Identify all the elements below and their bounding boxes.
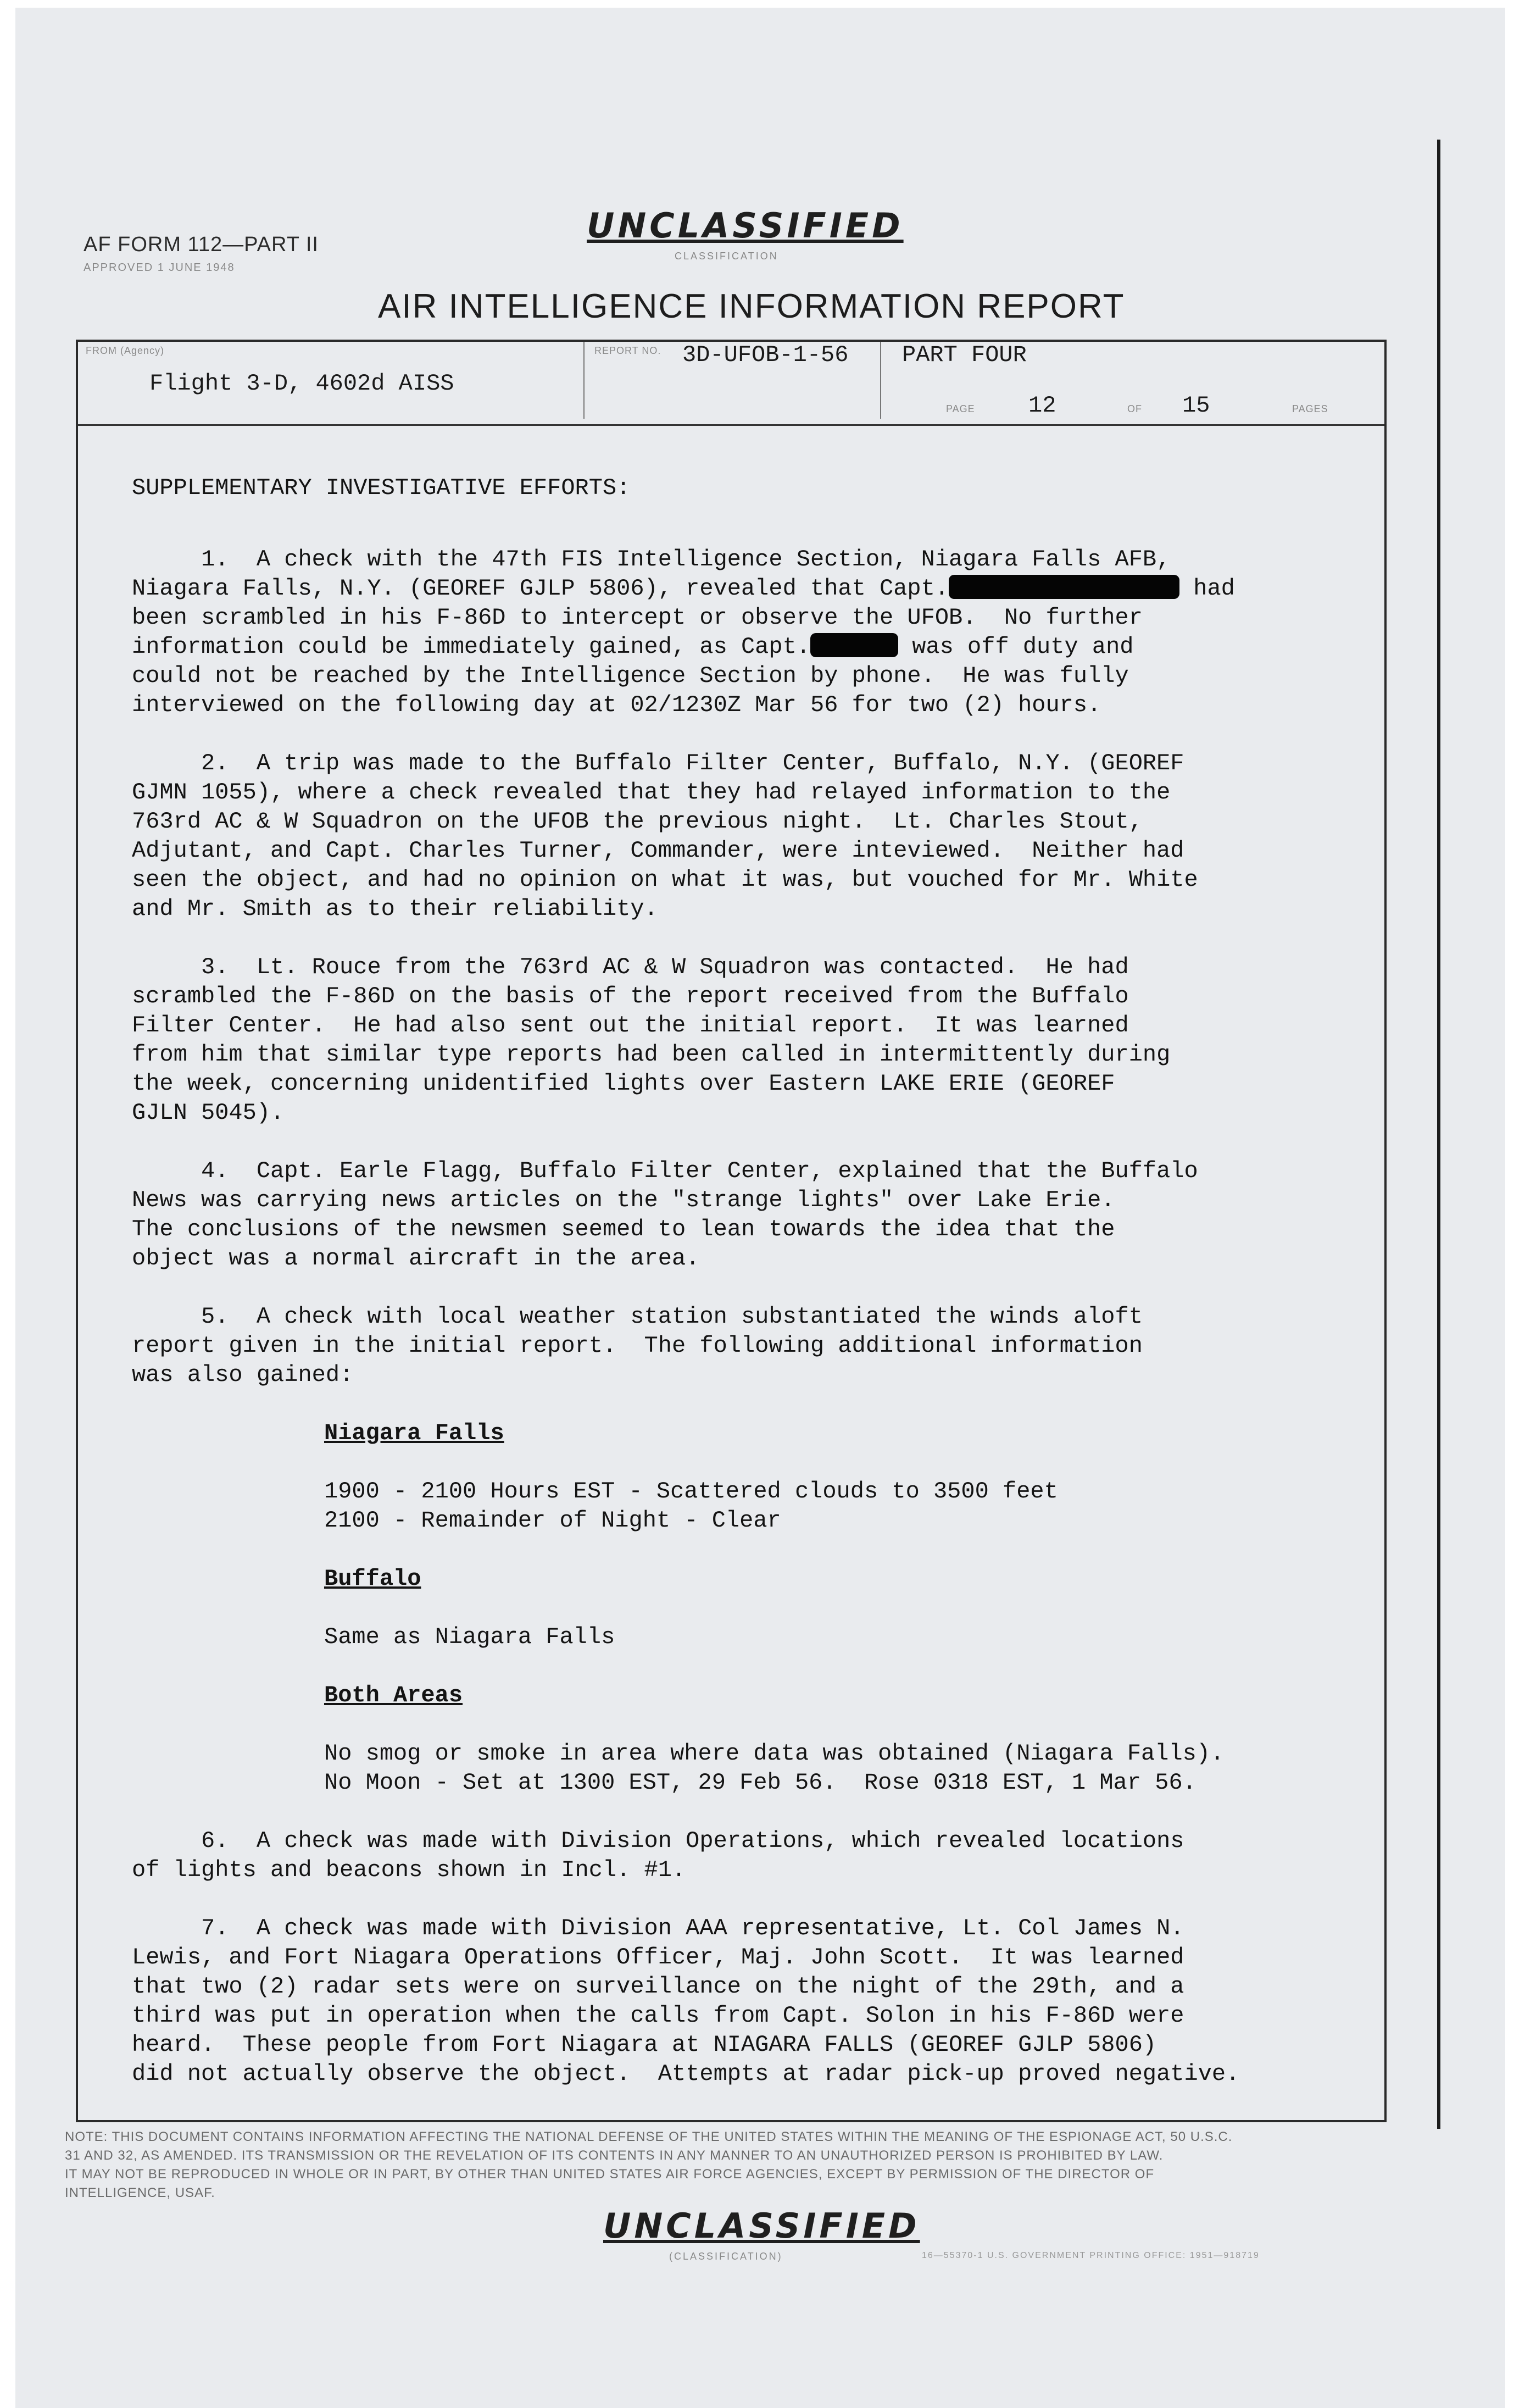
from-value: Flight 3-D, 4602d AISS [149, 370, 454, 397]
paragraph-7-line: that two (2) radar sets were on surveillance on the night of the 29th, and a [132, 1973, 1184, 2000]
paragraph-2-line: seen the object, and had no opinion on what it was, but vouched for Mr. White [132, 867, 1198, 893]
paragraph-3-line: GJLN 5045). [132, 1100, 285, 1126]
paragraph-2-line: Adjutant, and Capt. Charles Turner, Commander, were inteviewed. Neither had [132, 837, 1184, 864]
footer-notice-line: INTELLIGENCE, USAF. [65, 2185, 215, 2200]
report-no-label: REPORT NO. [594, 345, 661, 356]
paragraph-5-line: was also gained: [132, 1362, 354, 1388]
printing-office-line: 16—55370-1 U.S. GOVERNMENT PRINTING OFFICE: 1951—918719 [922, 2251, 1260, 2260]
form-number: AF FORM 112—PART II [84, 233, 319, 256]
field-divider [880, 342, 881, 419]
paragraph-7-line: third was put in operation when the calls from Capt. Solon in his F-86D were [132, 2002, 1184, 2029]
paragraph-2-line: and Mr. Smith as to their reliability. [132, 896, 658, 922]
paragraph-1-line: information could be immediately gained, as Capt. was off duty and [132, 634, 1134, 660]
paragraph-7-line: 7. A check was made with Division AAA representative, Lt. Col James N. [132, 1915, 1184, 1941]
report-title: AIR INTELLIGENCE INFORMATION REPORT [378, 287, 1125, 325]
footer-notice-line: IT MAY NOT BE REPRODUCED IN WHOLE OR IN PART, BY OTHER THAN UNITED STATES AIR FORCE AGENCIES, EXCEPT BY PERMISSION OF THE DIRECTOR OF [65, 2167, 1155, 2182]
report-body [132, 474, 1362, 2089]
paragraph-3-line: Filter Center. He had also sent out the initial report. It was learned [132, 1012, 1129, 1039]
paragraph-3-line: scrambled the F-86D on the basis of the report received from the Buffalo [132, 983, 1129, 1009]
field-divider [583, 342, 585, 419]
part-value: PART FOUR [902, 342, 1027, 368]
footer-notice-line: NOTE: THIS DOCUMENT CONTAINS INFORMATION AFFECTING THE NATIONAL DEFENSE OF THE UNITED STATES WITHIN THE MEANING OF THE ESPIONAGE ACT, 50 U.S.C. [65, 2129, 1233, 2144]
form-approval-date: APPROVED 1 JUNE 1948 [84, 262, 235, 274]
paragraph-1-line: could not be reached by the Intelligence Section by phone. He was fully [132, 663, 1129, 689]
paragraph-7-line: did not actually observe the object. Attempts at radar pick-up proved negative. [132, 2061, 1240, 2087]
page-number: 12 [1028, 392, 1056, 419]
weather-line: 2100 - Remainder of Night - Clear [324, 1507, 781, 1534]
right-margin-rule [1437, 140, 1440, 2129]
paragraph-1-line: interviewed on the following day at 02/1230Z Mar 56 for two (2) hours. [132, 692, 1101, 718]
paragraph-4-line: News was carrying news articles on the "strange lights" over Lake Erie. [132, 1187, 1115, 1213]
page-label: PAGE [946, 403, 975, 414]
weather-subheading-niagara: Niagara Falls [324, 1420, 504, 1446]
classification-stamp-bottom: UNCLASSIFIED [603, 2206, 920, 2246]
paragraph-6-line: 6. A check was made with Division Operations, which revealed locations [132, 1828, 1184, 1854]
paragraph-5-line: report given in the initial report. The following additional information [132, 1333, 1143, 1359]
paragraph-4-line: 4. Capt. Earle Flagg, Buffalo Filter Center, explained that the Buffalo [132, 1158, 1198, 1184]
weather-subheading-both: Both Areas [324, 1682, 463, 1708]
classification-label-top: CLASSIFICATION [675, 251, 778, 262]
weather-line: Same as Niagara Falls [324, 1624, 615, 1650]
paragraph-7-line: Lewis, and Fort Niagara Operations Officer, Maj. John Scott. It was learned [132, 1944, 1184, 1971]
paragraph-2-line: 763rd AC & W Squadron on the UFOB the previous night. Lt. Charles Stout, [132, 808, 1143, 835]
report-no-value: 3D-UFOB-1-56 [682, 342, 849, 368]
weather-line: 1900 - 2100 Hours EST - Scattered clouds to 3500 feet [324, 1478, 1058, 1505]
paragraph-3-line: from him that similar type reports had been called in intermittently during [132, 1041, 1171, 1068]
section-heading: SUPPLEMENTARY INVESTIGATIVE EFFORTS: [132, 475, 631, 501]
paragraph-1-line: been scrambled in his F-86D to intercept or observe the UFOB. No further [132, 604, 1143, 631]
paragraph-2-line: GJMN 1055), where a check revealed that they had relayed information to the [132, 779, 1171, 806]
pages-label: PAGES [1292, 403, 1328, 414]
paragraph-5-line: 5. A check with local weather station substantiated the winds aloft [132, 1303, 1143, 1330]
paragraph-7-line: heard. These people from Fort Niagara at NIAGARA FALLS (GEOREF GJLP 5806) [132, 2032, 1157, 2058]
page-total: 15 [1182, 392, 1210, 419]
classification-label-bottom: (CLASSIFICATION) [669, 2251, 783, 2262]
paragraph-4-line: object was a normal aircraft in the area. [132, 1245, 700, 1272]
weather-subheading-buffalo: Buffalo [324, 1566, 421, 1592]
paragraph-3-line: the week, concerning unidentified lights over Eastern LAKE ERIE (GEOREF [132, 1070, 1115, 1097]
paragraph-1-line: 1. A check with the 47th FIS Intelligence Section, Niagara Falls AFB, [132, 546, 1171, 573]
redaction-bar [810, 633, 898, 657]
weather-line: No smog or smoke in area where data was obtained (Niagara Falls). [324, 1740, 1225, 1767]
from-label: FROM (Agency) [86, 345, 165, 356]
of-label: OF [1127, 403, 1142, 414]
redaction-bar [949, 575, 1179, 599]
paragraph-2-line: 2. A trip was made to the Buffalo Filter Center, Buffalo, N.Y. (GEOREF [132, 750, 1184, 776]
footer-notice [65, 2128, 1405, 2202]
report-header-fields [78, 342, 1384, 426]
document-page [15, 8, 1505, 2408]
paragraph-3-line: 3. Lt. Rouce from the 763rd AC & W Squadron was contacted. He had [132, 954, 1129, 980]
paragraph-4-line: The conclusions of the newsmen seemed to lean towards the idea that the [132, 1216, 1115, 1242]
footer-notice-line: 31 AND 32, AS AMENDED. ITS TRANSMISSION OR THE REVELATION OF ITS CONTENTS IN ANY MANNER TO AN UNAUTHORIZED PERSON IS PROHIBITED BY LAW. [65, 2148, 1164, 2163]
paragraph-1-line: Niagara Falls, N.Y. (GEOREF GJLP 5806), revealed that Capt. had [132, 575, 1235, 602]
weather-line: No Moon - Set at 1300 EST, 29 Feb 56. Rose 0318 EST, 1 Mar 56. [324, 1769, 1196, 1796]
classification-stamp-top: UNCLASSIFIED [587, 206, 904, 246]
paragraph-6-line: of lights and beacons shown in Incl. #1. [132, 1857, 686, 1883]
